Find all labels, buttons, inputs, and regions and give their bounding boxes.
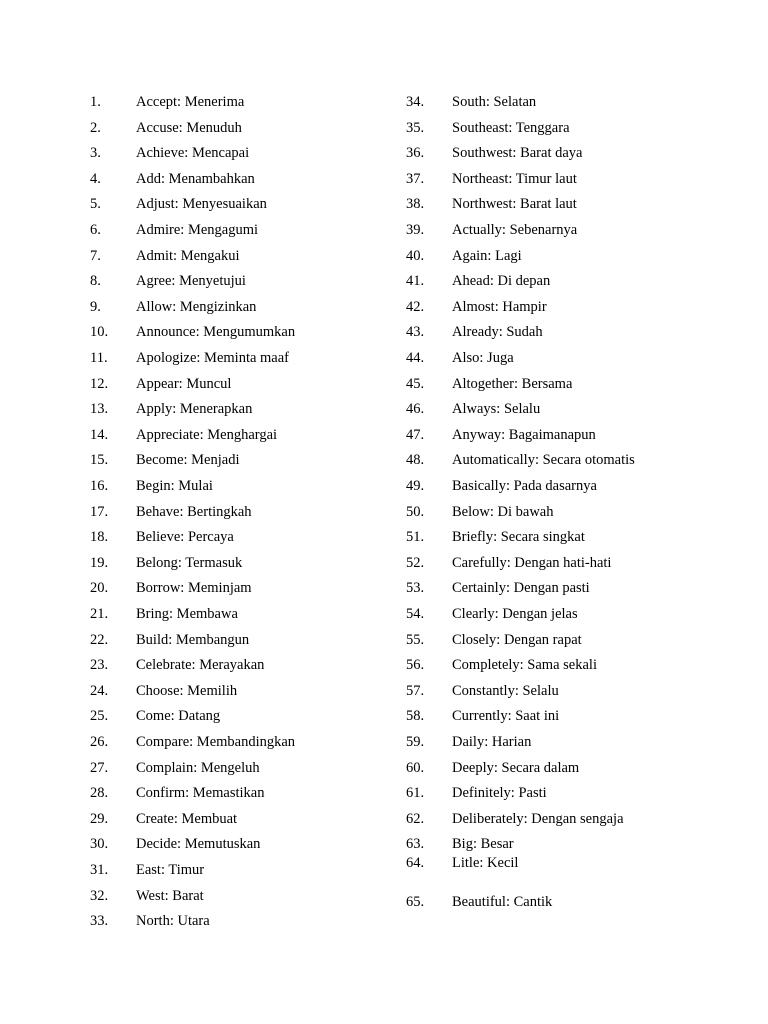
item-translation: Southeast: Tenggara (452, 120, 570, 136)
item-number: 44. (406, 350, 425, 366)
item-number: 35. (406, 120, 425, 136)
item-number: 48. (406, 452, 425, 468)
item-number: 58. (406, 708, 425, 724)
item-number: 32. (90, 888, 109, 904)
item-translation: Carefully: Dengan hati-hati (452, 555, 612, 571)
item-translation: Adjust: Menyesuaikan (136, 196, 267, 212)
item-number: 38. (406, 196, 425, 212)
item-translation: Deliberately: Dengan sengaja (452, 811, 624, 827)
item-translation: Apologize: Meminta maaf (136, 350, 290, 366)
item-translation: Complain: Mengeluh (136, 760, 260, 776)
item-translation: Accept: Menerima (136, 94, 245, 110)
item-number: 30. (90, 836, 109, 852)
item-translation: East: Timur (136, 862, 205, 878)
item-translation: Admit: Mengakui (136, 248, 240, 264)
item-translation: Below: Di bawah (452, 504, 554, 520)
item-translation: Behave: Bertingkah (136, 504, 252, 520)
item-translation: Daily: Harian (452, 734, 532, 750)
item-translation: Belong: Termasuk (136, 555, 243, 571)
item-translation: Compare: Membandingkan (136, 734, 296, 750)
item-number: 18. (90, 529, 109, 545)
item-number: 10. (90, 324, 109, 340)
item-number: 54. (406, 606, 425, 622)
item-translation: Accuse: Menuduh (136, 120, 242, 136)
item-translation: Achieve: Mencapai (136, 145, 250, 161)
item-translation: Litle: Kecil (452, 855, 519, 871)
item-translation: Confirm: Memastikan (136, 785, 265, 801)
item-number: 26. (90, 734, 109, 750)
item-number: 19. (90, 555, 109, 571)
item-translation: Anyway: Bagaimanapun (452, 427, 596, 443)
item-number: 39. (406, 222, 425, 238)
item-number: 5. (90, 196, 101, 212)
item-number: 41. (406, 273, 425, 289)
item-number: 24. (90, 683, 109, 699)
item-number: 17. (90, 504, 109, 520)
item-translation: Certainly: Dengan pasti (452, 580, 590, 596)
item-number: 37. (406, 171, 425, 187)
item-number: 47. (406, 427, 425, 443)
item-number: 60. (406, 760, 425, 776)
item-number: 33. (90, 913, 109, 929)
item-translation: Clearly: Dengan jelas (452, 606, 578, 622)
item-translation: Build: Membangun (136, 632, 250, 648)
item-translation: Add: Menambahkan (136, 171, 255, 187)
item-number: 7. (90, 248, 101, 264)
item-number: 43. (406, 324, 425, 340)
item-translation: Become: Menjadi (136, 452, 240, 468)
item-translation: Briefly: Secara singkat (452, 529, 585, 545)
item-number: 6. (90, 222, 101, 238)
item-translation: Create: Membuat (136, 811, 238, 827)
item-translation: Deeply: Secara dalam (452, 760, 580, 776)
item-number: 45. (406, 376, 425, 392)
item-translation: Also: Juga (452, 350, 514, 366)
item-translation: Altogether: Bersama (452, 376, 573, 392)
item-number: 62. (406, 811, 425, 827)
item-translation: Appear: Muncul (136, 376, 232, 392)
item-translation: Closely: Dengan rapat (452, 632, 582, 648)
item-number: 64. (406, 855, 425, 871)
item-number: 59. (406, 734, 425, 750)
item-number: 51. (406, 529, 425, 545)
item-number: 61. (406, 785, 425, 801)
item-translation: Completely: Sama sekali (452, 657, 597, 673)
item-number: 15. (90, 452, 109, 468)
item-number: 46. (406, 401, 425, 417)
item-number: 9. (90, 299, 101, 315)
item-translation: Northeast: Timur laut (452, 171, 577, 187)
item-number: 12. (90, 376, 109, 392)
item-number: 2. (90, 120, 101, 136)
item-translation: West: Barat (136, 888, 204, 904)
item-translation: Southwest: Barat daya (452, 145, 583, 161)
item-number: 11. (90, 350, 108, 366)
item-translation: Automatically: Secara otomatis (452, 452, 635, 468)
item-number: 14. (90, 427, 109, 443)
item-number: 21. (90, 606, 109, 622)
item-translation: Begin: Mulai (136, 478, 213, 494)
item-translation: Basically: Pada dasarnya (452, 478, 597, 494)
item-number: 63. (406, 836, 425, 852)
item-number: 53. (406, 580, 425, 596)
item-number: 31. (90, 862, 109, 878)
item-number: 22. (90, 632, 109, 648)
item-translation: Believe: Percaya (136, 529, 234, 545)
item-number: 28. (90, 785, 109, 801)
item-translation: Celebrate: Merayakan (136, 657, 265, 673)
item-translation: Borrow: Meminjam (136, 580, 252, 596)
item-translation: Admire: Mengagumi (136, 222, 259, 238)
item-translation: Allow: Mengizinkan (136, 299, 257, 315)
item-translation: Beautiful: Cantik (452, 894, 553, 910)
item-translation: Northwest: Barat laut (452, 196, 577, 212)
item-number: 20. (90, 580, 109, 596)
item-number: 56. (406, 657, 425, 673)
item-number: 1. (90, 94, 101, 110)
item-translation: Actually: Sebenarnya (452, 222, 578, 238)
item-translation: Again: Lagi (452, 248, 522, 264)
item-number: 65. (406, 894, 425, 910)
item-number: 42. (406, 299, 425, 315)
item-number: 23. (90, 657, 109, 673)
item-translation: Definitely: Pasti (452, 785, 547, 801)
item-number: 16. (90, 478, 109, 494)
item-number: 25. (90, 708, 109, 724)
item-number: 40. (406, 248, 425, 264)
item-translation: Come: Datang (136, 708, 221, 724)
item-translation: Ahead: Di depan (452, 273, 551, 289)
item-translation: Constantly: Selalu (452, 683, 559, 699)
item-translation: Decide: Memutuskan (136, 836, 261, 852)
item-number: 52. (406, 555, 425, 571)
item-translation: Almost: Hampir (452, 299, 547, 315)
item-number: 36. (406, 145, 425, 161)
item-translation: Already: Sudah (452, 324, 543, 340)
item-translation: Appreciate: Menghargai (136, 427, 278, 443)
item-translation: South: Selatan (452, 94, 537, 110)
item-translation: Choose: Memilih (136, 683, 238, 699)
item-translation: Currently: Saat ini (452, 708, 560, 724)
item-translation: North: Utara (136, 913, 210, 929)
item-number: 57. (406, 683, 425, 699)
item-translation: Big: Besar (452, 836, 514, 852)
item-number: 34. (406, 94, 425, 110)
item-number: 13. (90, 401, 109, 417)
item-number: 50. (406, 504, 425, 520)
item-number: 8. (90, 273, 101, 289)
item-number: 3. (90, 145, 101, 161)
item-number: 49. (406, 478, 425, 494)
item-number: 55. (406, 632, 425, 648)
item-translation: Bring: Membawa (136, 606, 238, 622)
item-number: 4. (90, 171, 101, 187)
item-translation: Apply: Menerapkan (136, 401, 253, 417)
item-number: 27. (90, 760, 109, 776)
item-number: 29. (90, 811, 109, 827)
item-translation: Announce: Mengumumkan (136, 324, 296, 340)
item-translation: Always: Selalu (452, 401, 541, 417)
item-translation: Agree: Menyetujui (136, 273, 246, 289)
